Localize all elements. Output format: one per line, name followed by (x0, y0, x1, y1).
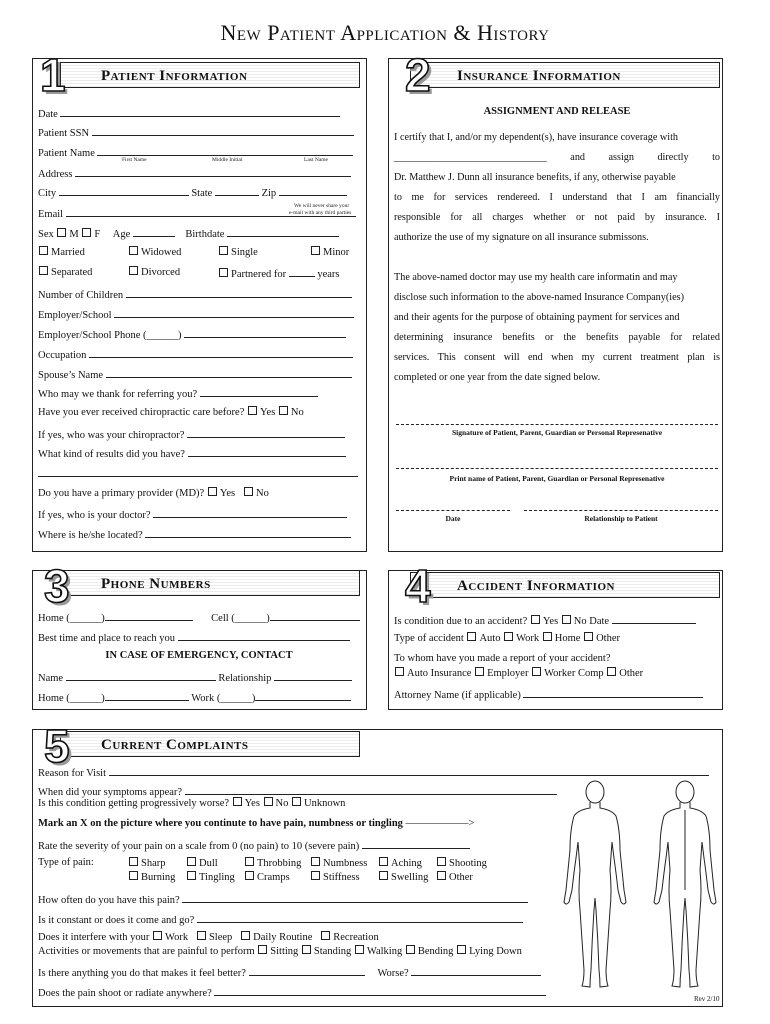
checkbox-bending[interactable] (406, 945, 415, 954)
checkbox-accident-yes[interactable] (531, 615, 540, 624)
radiate-field[interactable]: Does the pain shoot or radiate anywhere? (38, 985, 546, 999)
patient-name-field[interactable]: Patient Name (38, 145, 353, 159)
checkbox-swelling[interactable] (379, 871, 388, 880)
checkbox-pain-other[interactable] (437, 871, 446, 880)
interference-row: Does it interfere with your Work Sleep Daily Routine Recreation (38, 932, 379, 943)
checkbox-type-auto[interactable] (467, 632, 476, 641)
frequency-field[interactable]: How often do you have this pain? (38, 892, 528, 906)
print-name-caption: Print name of Patient, Parent, Guardian or Personal Represenative (449, 474, 665, 483)
divorced-option: Divorced (128, 266, 180, 278)
checkbox-accident-no[interactable] (562, 615, 571, 624)
checkbox-burning[interactable] (129, 871, 138, 880)
doctor-location-field[interactable]: Where is he/she located? (38, 527, 351, 541)
checkbox-widowed[interactable] (129, 246, 138, 255)
checkbox-type-other[interactable] (584, 632, 593, 641)
marital-row-1: Married (38, 246, 85, 258)
results-field-line-2[interactable] (38, 466, 358, 480)
primary-md-question: Do you have a primary provider (MD)? Yes No (38, 488, 269, 499)
single-option: Single (218, 246, 258, 258)
signature-date-line[interactable] (396, 510, 510, 511)
checkbox-single[interactable] (219, 246, 228, 255)
checkbox-tingling[interactable] (187, 871, 196, 880)
accident-date-field[interactable] (612, 613, 696, 624)
spouse-name-field[interactable]: Spouse’s Name (38, 367, 352, 381)
emergency-phone-row[interactable]: Home (______) Work (______) (38, 690, 351, 704)
checkbox-male[interactable] (57, 228, 66, 237)
page-title: New Patient Application & History (220, 20, 550, 45)
pain-shooting: Shooting (436, 857, 487, 869)
body-diagram-front[interactable] (560, 780, 630, 994)
revision-label: Rev 2/10 (694, 995, 720, 1003)
accident-info-heading: Accident Information (410, 572, 720, 598)
checkbox-type-work[interactable] (504, 632, 513, 641)
middle-initial-caption: Middle Initial (212, 157, 243, 163)
pain-dull: Dull (186, 857, 218, 869)
phone-numbers-heading: Phone Numbers (60, 570, 360, 596)
checkbox-worse-unknown[interactable] (292, 797, 301, 806)
employer-field[interactable]: Employer/School (38, 307, 354, 321)
section-number-5: 5 (44, 720, 70, 772)
date-field[interactable]: Date (38, 106, 340, 120)
last-name-caption: Last Name (304, 157, 328, 163)
reason-for-visit-field[interactable]: Reason for Visit (38, 765, 709, 779)
checkbox-aching[interactable] (379, 857, 388, 866)
report-options-row: Auto Insurance Employer Worker Comp Other (394, 667, 643, 679)
doctor-name-field[interactable]: If yes, who is your doctor? (38, 507, 347, 521)
section-number-3: 3 (44, 560, 70, 612)
constant-field[interactable]: Is it constant or does it come and go? (38, 912, 523, 926)
checkbox-standing[interactable] (302, 945, 311, 954)
checkbox-female[interactable] (82, 228, 91, 237)
body-diagram-back[interactable] (650, 780, 720, 994)
city-state-zip-row[interactable]: City State Zip (38, 185, 347, 199)
home-phone-field[interactable]: Home (______) Cell (______) (38, 610, 360, 624)
checkbox-md-no[interactable] (244, 487, 253, 496)
checkbox-chiro-yes[interactable] (248, 406, 257, 415)
minor-option: Minor (310, 246, 349, 258)
checkbox-report-employer[interactable] (475, 667, 484, 676)
checkbox-divorced[interactable] (129, 266, 138, 275)
checkbox-interfere-recreation[interactable] (321, 931, 330, 940)
checkbox-cramps[interactable] (245, 871, 254, 880)
signature-caption: Signature of Patient, Parent, Guardian or Personal Represenative (451, 428, 663, 437)
checkbox-md-yes[interactable] (208, 487, 217, 496)
email-note-2: e-mail with any third parties (289, 210, 352, 216)
relationship-caption: Relationship to Patient (584, 514, 658, 523)
referral-field[interactable]: Who may we thank for referring you? (38, 386, 318, 400)
pain-aching: Aching (378, 857, 422, 869)
attorney-name-field[interactable]: Attorney Name (if applicable) (394, 687, 703, 701)
accident-type-row: Type of accident Auto Work Home Other (394, 633, 620, 644)
results-field[interactable]: What kind of results did you have? (38, 446, 346, 460)
checkbox-interfere-sleep[interactable] (197, 931, 206, 940)
occupation-field[interactable]: Occupation (38, 347, 353, 361)
severity-field[interactable]: Rate the severity of your pain on a scale from 0 (no pain) to 10 (severe pain) (38, 838, 470, 852)
accident-question: Is condition due to an accident? Yes No Date (394, 613, 696, 627)
pain-sharp: Sharp (128, 857, 166, 869)
checkbox-chiro-no[interactable] (279, 406, 288, 415)
email-note: We will never share your (294, 203, 350, 209)
checkbox-report-worker-comp[interactable] (532, 667, 541, 676)
checkbox-shooting[interactable] (437, 857, 446, 866)
checkbox-throbbing[interactable] (245, 857, 254, 866)
employer-phone-field[interactable]: Employer/School Phone (______) (38, 327, 346, 341)
prior-chiro-question: Have you ever received chiropractic care before? Yes No (38, 407, 304, 418)
pain-type-label: Type of pain: (38, 857, 94, 868)
email-field[interactable]: Email (38, 206, 356, 220)
insurance-info-heading: Insurance Information (410, 62, 720, 88)
checkbox-stiffness[interactable] (311, 871, 320, 880)
progression-question: Is this condition getting progressively worse? Yes No Unknown (38, 798, 346, 809)
ssn-field[interactable]: Patient SSN (38, 125, 354, 139)
report-question: To whom have you made a report of your accident? (394, 653, 611, 664)
section-number-1: 1 (40, 49, 66, 101)
pain-cramps: Cramps (244, 871, 290, 883)
section-number-2: 2 (405, 49, 431, 101)
children-field[interactable]: Number of Children (38, 287, 352, 301)
partnered-years-field[interactable] (289, 266, 315, 277)
pain-burning: Burning (128, 871, 175, 883)
emergency-name-field[interactable]: Name Relationship (38, 670, 352, 684)
checkbox-report-other[interactable] (607, 667, 616, 676)
checkbox-lying-down[interactable] (457, 945, 466, 954)
checkbox-partnered[interactable] (219, 268, 228, 277)
first-name-caption: First Name (122, 157, 147, 163)
mark-instruction: Mark an X on the picture where you continute to have pain, numbness or tingling ——————> (38, 818, 475, 829)
address-field[interactable]: Address (38, 166, 351, 180)
checkbox-interfere-routine[interactable] (241, 931, 250, 940)
checkbox-dull[interactable] (187, 857, 196, 866)
emergency-heading: IN CASE OF EMERGENCY, CONTACT (105, 650, 293, 661)
separated-option: Separated (38, 266, 92, 278)
best-time-field[interactable]: Best time and place to reach you (38, 630, 350, 644)
checkbox-worse-yes[interactable] (233, 797, 242, 806)
pain-stiffness: Stiffness (310, 871, 360, 883)
widowed-option: Widowed (128, 246, 181, 258)
checkbox-married[interactable] (39, 246, 48, 255)
current-complaints-heading: Current Complaints (60, 731, 360, 757)
checkbox-numbness[interactable] (311, 857, 320, 866)
checkbox-sitting[interactable] (258, 945, 267, 954)
pain-other: Other (436, 871, 473, 883)
checkbox-worse-no[interactable] (264, 797, 273, 806)
signature-line[interactable] (396, 424, 718, 425)
signature-date-caption: Date (445, 514, 461, 523)
checkbox-minor[interactable] (311, 246, 320, 255)
patient-info-heading: Patient Information (60, 62, 360, 88)
print-name-line[interactable] (396, 468, 718, 469)
checkbox-sharp[interactable] (129, 857, 138, 866)
painful-activities-row: Activities or movements that are painful to perform Sitting Standing Walking Bending Lying Down (38, 946, 522, 957)
checkbox-walking[interactable] (355, 945, 364, 954)
partnered-option: Partnered for years (218, 266, 340, 280)
assignment-paragraph: I certify that I, and/or my dependent(s), have insurance coverage with ______________________________ and assign directly to Dr. Matthew J. Dunn all insurance benefits, if any, otherwise payable to me for services rendereed. I understand that I am financially responsible for all charges whether or not paid by insurance. I authorize the use of my signature on all insurance submissons. (394, 132, 720, 243)
checkbox-report-auto-insurance[interactable] (395, 667, 404, 676)
pain-throbbing: Throbbing (244, 857, 301, 869)
checkbox-separated[interactable] (39, 266, 48, 275)
pain-swelling: Swelling (378, 871, 428, 883)
better-worse-row[interactable]: Is there anything you do that makes it feel better? Worse? (38, 965, 541, 979)
symptoms-onset-field[interactable]: When did your symptoms appear? (38, 784, 557, 798)
pain-tingling: Tingling (186, 871, 235, 883)
pain-numbness: Numbness (310, 857, 367, 869)
section-number-4: 4 (405, 560, 431, 612)
checkbox-type-home[interactable] (543, 632, 552, 641)
checkbox-interfere-work[interactable] (153, 931, 162, 940)
prior-chiro-name-field[interactable]: If yes, who was your chiropractor? (38, 427, 345, 441)
assignment-heading: ASSIGNMENT AND RELEASE (483, 106, 631, 117)
sex-age-birthdate-row[interactable]: Sex M F Age Birthdate (38, 226, 339, 240)
relationship-line[interactable] (524, 510, 718, 511)
release-paragraph: The above-named doctor may use my health care informatin and may disclose such information to the above-named Insurance Company(ies) and their agents for the purpose of obtaining payment for services and determining insurance benefits or the benefits payable for related services. This consent will end when my current treatment plan is completed or one year from the date signed below. (394, 272, 720, 383)
